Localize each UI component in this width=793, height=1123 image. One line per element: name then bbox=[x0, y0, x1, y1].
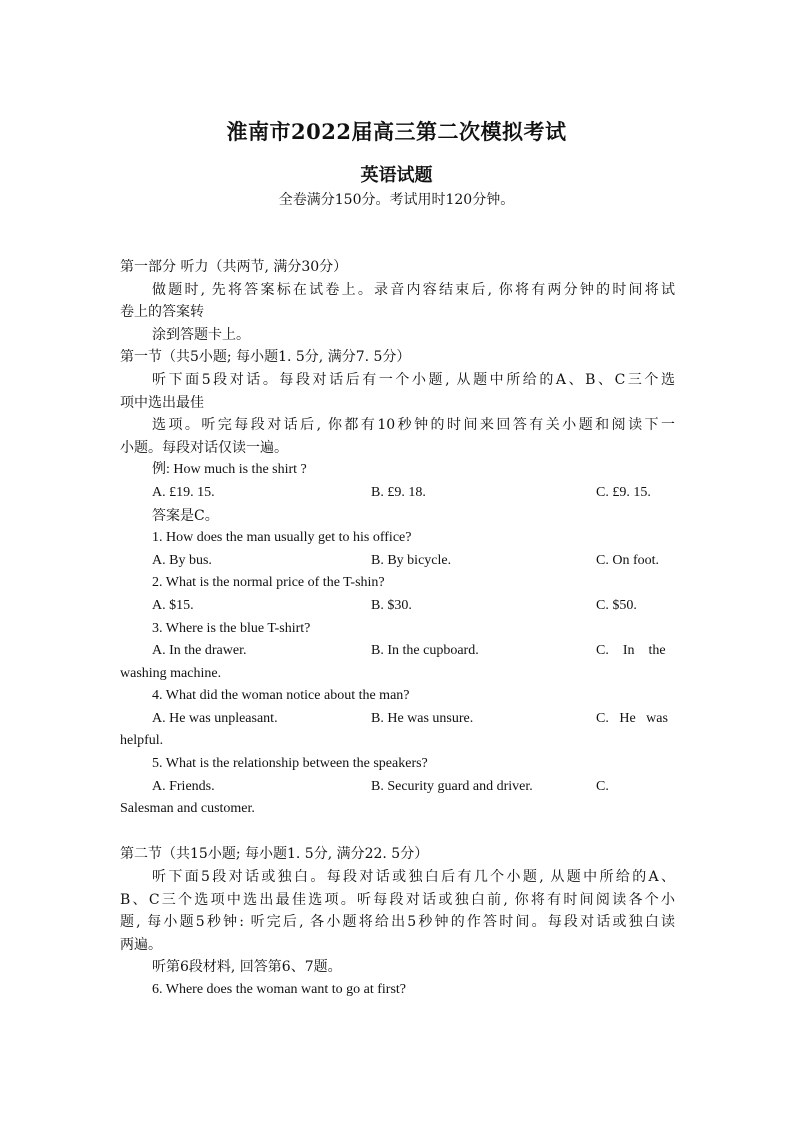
option-c-continuation: helpful. bbox=[120, 733, 164, 749]
option-b: B. By bicycle. bbox=[371, 552, 452, 568]
section2-instruction: B、C三个选项中选出最佳选项。听每段对话或独白前, 你将有时间阅读各个小 bbox=[120, 891, 675, 908]
section2-heading: 第二节（共15小题; 每小题1. 5分, 满分22. 5分） bbox=[120, 846, 429, 863]
section2-instruction: 两遍。 bbox=[120, 936, 162, 953]
section2-instruction: 题, 每小题5秒钟: 听完后, 各小题将给出5秒钟的作答时间。每段对话或独白读 bbox=[120, 914, 675, 931]
question-2: 2. What is the normal price of the T-shin? bbox=[152, 575, 385, 591]
option-b: B. He was unsure. bbox=[371, 710, 474, 726]
option-c-continuation: washing machine. bbox=[120, 665, 222, 681]
option-a: A. He was unpleasant. bbox=[152, 710, 278, 726]
section1-instruction: 项中选出最佳 bbox=[120, 394, 204, 411]
question-1-options bbox=[120, 550, 675, 573]
score-note: 全卷满分150分。考试用时120分钟。 bbox=[278, 192, 515, 208]
option-a: A. Friends. bbox=[152, 778, 215, 794]
section1-instruction: 小题。每段对话仅读一遍。 bbox=[120, 439, 288, 456]
question-6: 6. Where does the woman want to go at first? bbox=[152, 982, 407, 997]
question-3: 3. Where is the blue T-shirt? bbox=[152, 620, 311, 636]
question-1: 1. How does the man usually get to his office? bbox=[152, 530, 412, 546]
option-a: A. $15. bbox=[152, 597, 194, 613]
option-c: C. bbox=[596, 778, 609, 794]
section1-heading: 第一节（共5小题; 每小题1. 5分, 满分7. 5分） bbox=[120, 349, 411, 366]
option-b: B. $30. bbox=[371, 597, 412, 613]
section1-instruction: 选项。听完每段对话后, 你都有10秒钟的时间来回答有关小题和阅读下一 bbox=[152, 417, 675, 434]
option-c-continuation: Salesman and customer. bbox=[120, 801, 255, 817]
section2-instruction: 听下面5段对话或独白。每段对话或独白后有几个小题, 从题中所给的A、 bbox=[152, 869, 675, 886]
page-subtitle: 英语试题 bbox=[360, 165, 433, 186]
option-c: C. In the bbox=[596, 643, 666, 659]
example-options bbox=[120, 482, 675, 505]
exam-body bbox=[120, 256, 675, 1002]
page-title: 淮南市2022届高三第二次模拟考试 bbox=[226, 119, 567, 144]
part1-instruction: 做题时, 先将答案标在试卷上。录音内容结束后, 你将有两分钟的时间将试 bbox=[152, 281, 675, 298]
question-4: 4. What did the woman notice about the man? bbox=[152, 688, 410, 704]
question-3-options bbox=[120, 640, 675, 663]
example-question: 例: How much is the shirt ? bbox=[152, 462, 307, 478]
option-a: A. £19. 15. bbox=[152, 484, 215, 500]
section1-instruction: 听下面5段对话。每段对话后有一个小题, 从题中所给的A、B、C三个选 bbox=[152, 371, 675, 388]
part1-heading: 第一部分 听力（共两节, 满分30分） bbox=[120, 259, 348, 275]
question-4-options bbox=[120, 708, 675, 731]
option-a: A. By bus. bbox=[152, 552, 212, 568]
option-b: B. £9. 18. bbox=[371, 484, 426, 500]
question-5-options bbox=[120, 776, 675, 799]
part1-instruction: 卷上的答案转 bbox=[120, 304, 204, 321]
part1-instruction: 涂到答题卡上。 bbox=[152, 326, 250, 343]
option-c: C. He was bbox=[596, 710, 668, 726]
spacer bbox=[120, 821, 675, 844]
example-answer: 答案是C。 bbox=[152, 507, 219, 524]
option-b: B. Security guard and driver. bbox=[371, 778, 533, 794]
question-5: 5. What is the relationship between the speakers? bbox=[152, 756, 428, 772]
option-c: C. On foot. bbox=[596, 552, 659, 568]
option-b: B. In the cupboard. bbox=[371, 643, 479, 659]
option-a: A. In the drawer. bbox=[152, 643, 247, 659]
question-2-options bbox=[120, 595, 675, 618]
option-c: C. $50. bbox=[596, 597, 637, 613]
section2-instruction: 听第6段材料, 回答第6、7题。 bbox=[152, 959, 342, 976]
option-c: C. £9. 15. bbox=[596, 484, 651, 500]
